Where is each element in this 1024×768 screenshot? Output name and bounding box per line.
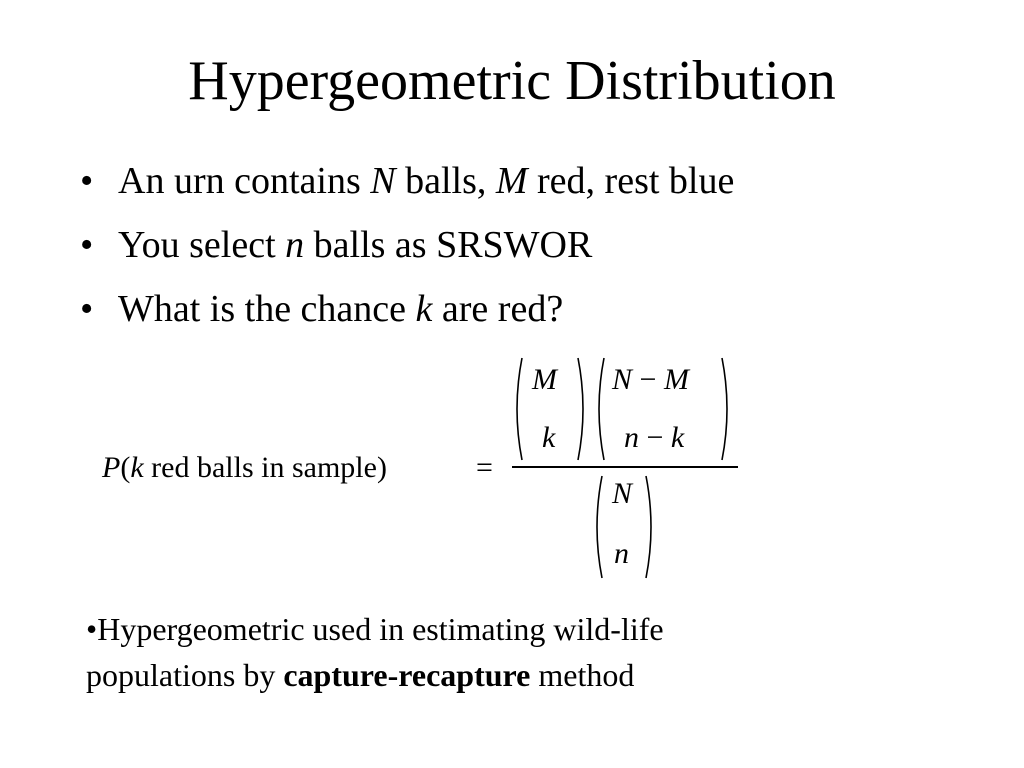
bullet-item [80, 156, 734, 220]
lhs-text: red balls in sample [143, 451, 377, 484]
capture-recapture-note [86, 606, 664, 698]
variable: k [415, 288, 433, 330]
slide-title: Hypergeometric Distribution [188, 50, 836, 112]
open-paren: ( [120, 451, 131, 484]
bullet-text: red, rest blue [527, 160, 735, 202]
right-paren-icon [720, 356, 734, 462]
right-paren-icon [644, 474, 658, 580]
binom-bottom: n − k [624, 421, 685, 454]
left-paren-icon [590, 474, 604, 580]
variable: M [495, 160, 528, 202]
bullet-text: An urn contains [118, 160, 371, 202]
bullet-dot: • [80, 160, 94, 202]
variable: N [370, 160, 396, 202]
note-line-2: populations by capture-recapture method [86, 657, 635, 693]
variable: k [130, 451, 144, 484]
binom-top: N [612, 477, 633, 510]
bullet-text: are red? [432, 288, 564, 330]
formula-lhs [102, 450, 387, 486]
binom-top: N − M [612, 363, 689, 396]
right-paren-icon [576, 356, 590, 462]
close-paren: ) [376, 451, 387, 484]
binom-bottom: k [542, 421, 556, 454]
bullet-list [80, 156, 734, 348]
bullet-text: What is the chance [118, 288, 416, 330]
equals-sign: = [476, 451, 493, 484]
bullet-dot: • [80, 224, 94, 266]
left-paren-icon [592, 356, 606, 462]
variable: n [285, 224, 305, 266]
bullet-text: balls as SRSWOR [304, 224, 593, 266]
probability-symbol: P [102, 451, 121, 484]
bold-term: capture-recapture [283, 657, 531, 693]
bullet-text: balls, [395, 160, 496, 202]
bullet-item [80, 220, 734, 284]
fraction-bar [512, 466, 738, 468]
note-line-1: •Hypergeometric used in estimating wild-life [86, 611, 664, 647]
left-paren-icon [510, 356, 524, 462]
binom-bottom: n [614, 537, 629, 570]
bullet-item [80, 284, 734, 348]
binom-top: M [532, 363, 557, 396]
bullet-text: You select [118, 224, 286, 266]
bullet-dot: • [80, 288, 94, 330]
